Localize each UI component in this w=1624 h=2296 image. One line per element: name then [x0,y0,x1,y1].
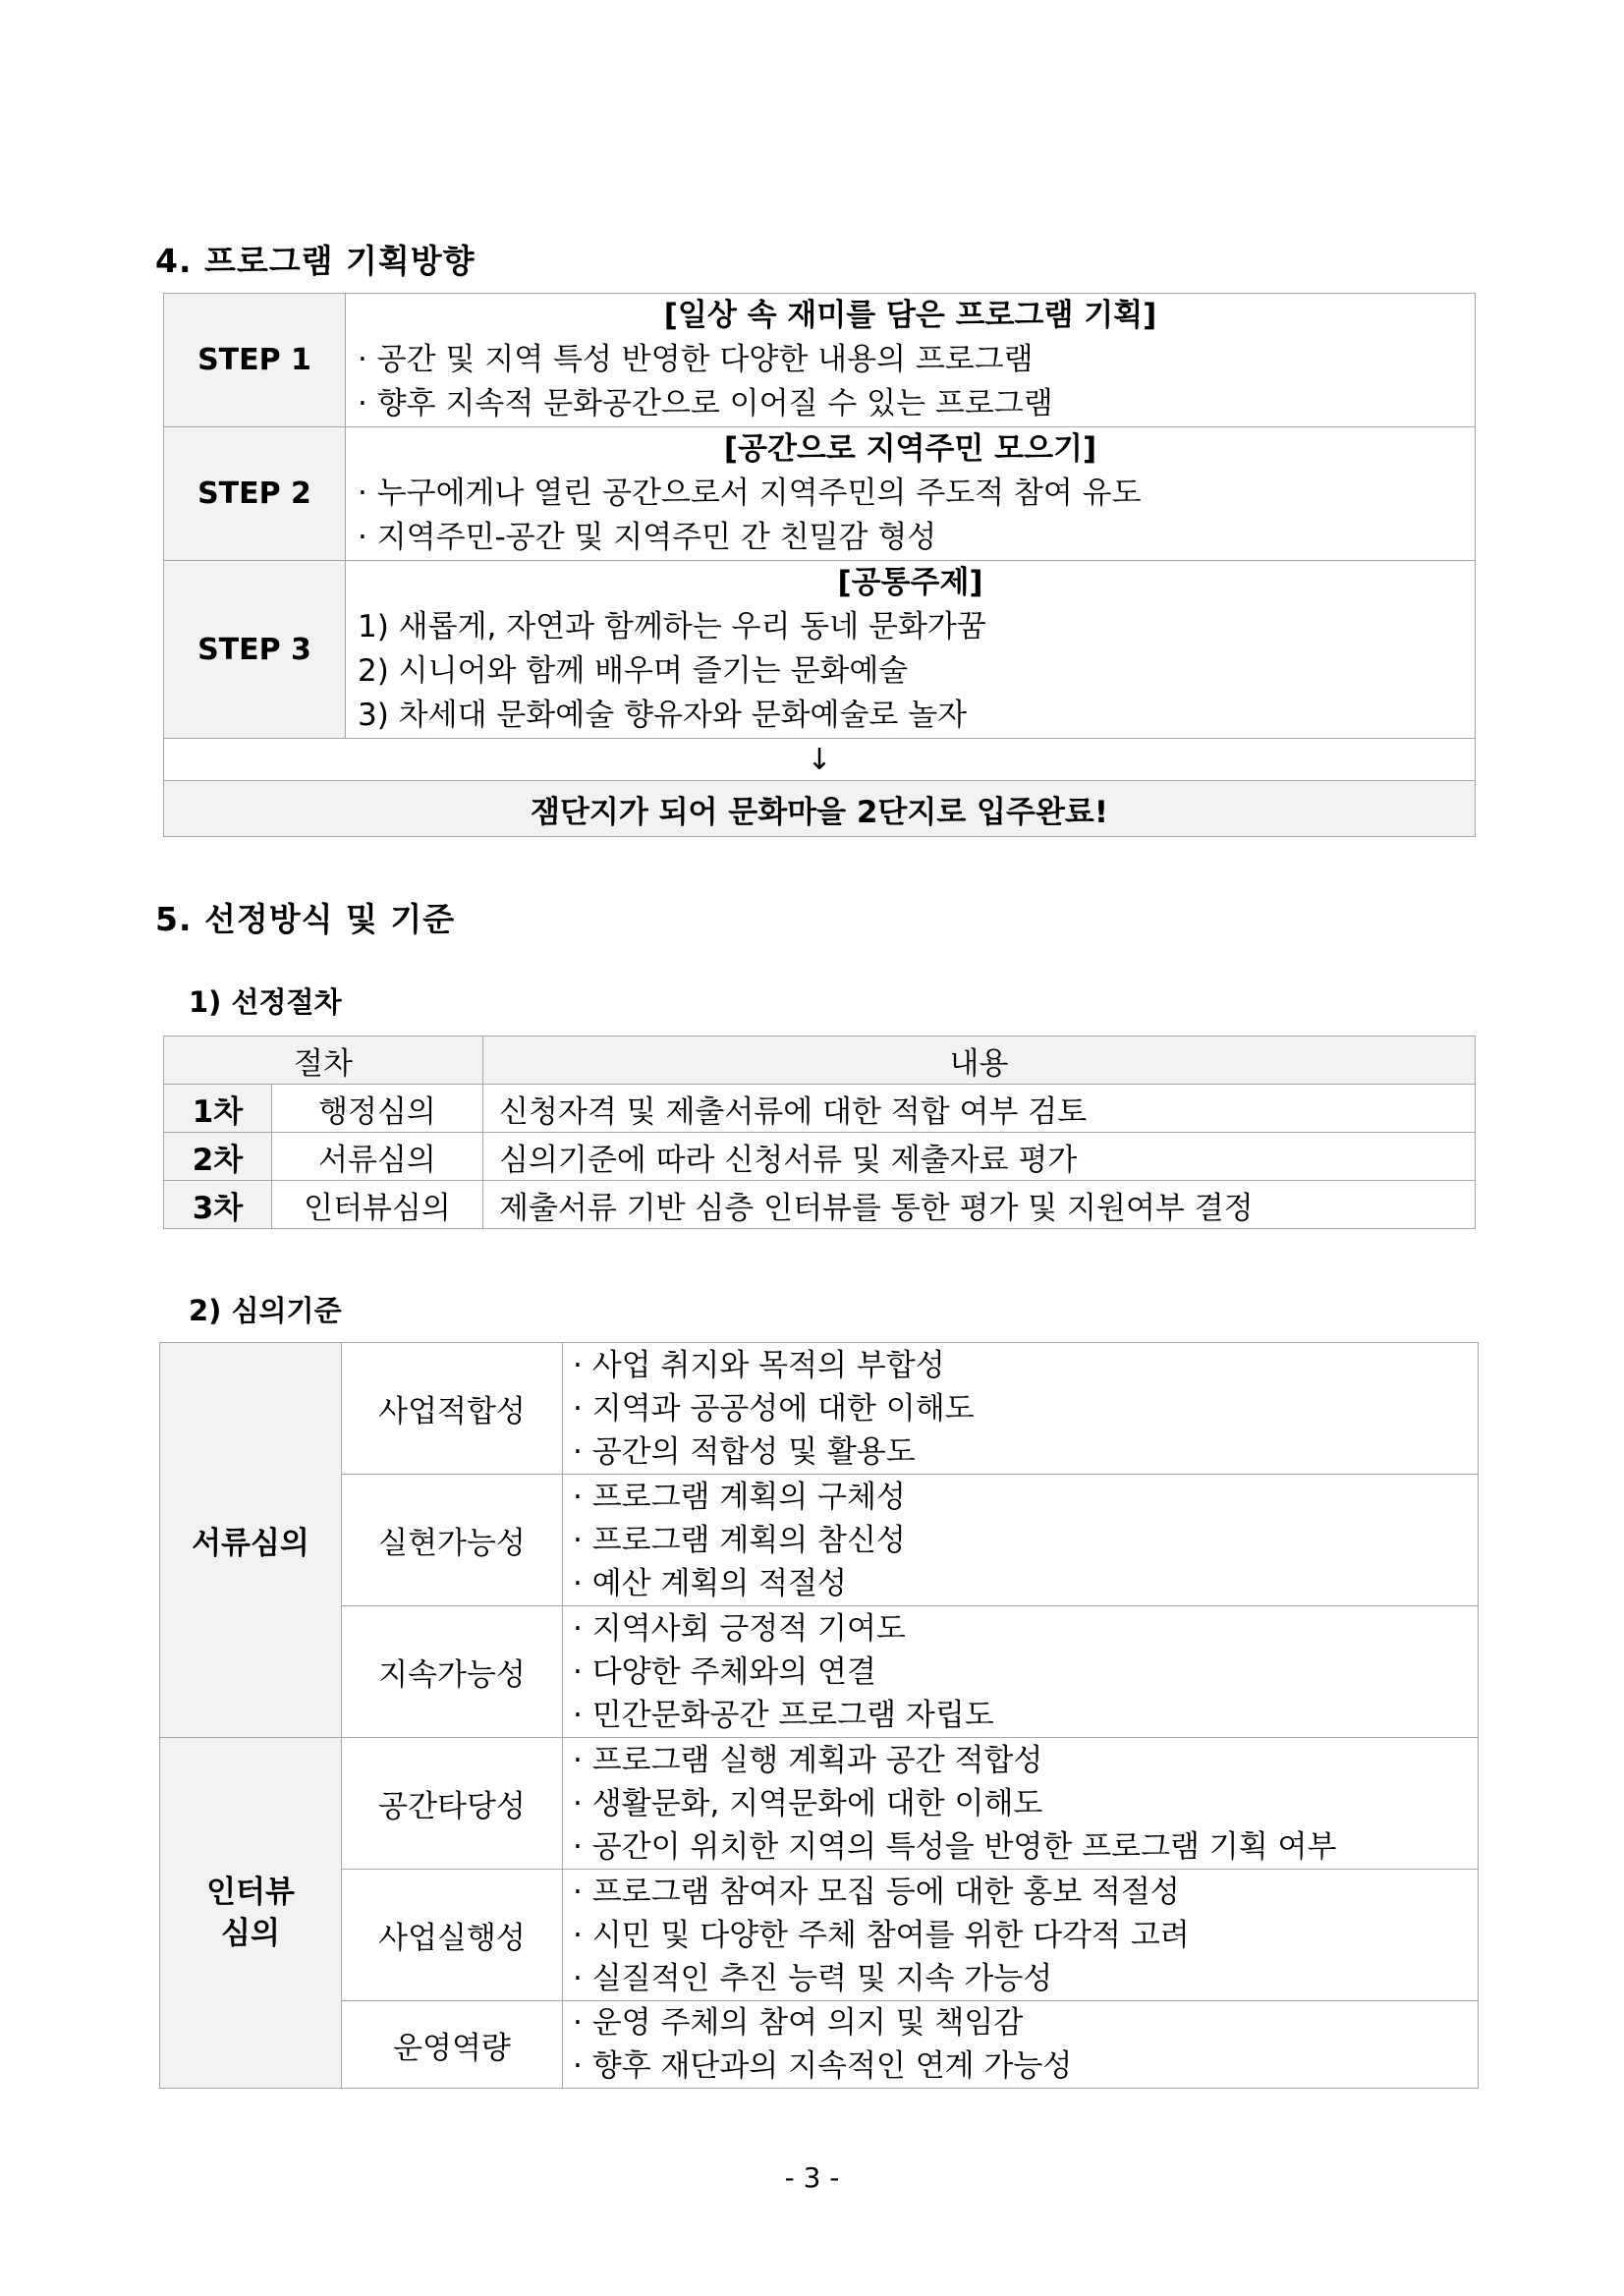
page-number: - 3 - [784,2161,840,2194]
planning-direction-table [163,293,1476,837]
step-title: [일상 속 재미를 담은 프로그램 기획] [663,298,1157,333]
criteria-group-line: 인터뷰 [206,1875,295,1910]
column-header-content: 내용 [483,1036,1476,1085]
criteria-sub: 실현가능성 [342,1475,563,1606]
criteria-item: · 향후 재단과의 지속적인 연계 가능성 [573,2048,1073,2084]
step-title: [공간으로 지역주민 모으기] [723,431,1097,467]
criteria-heading: 2) 심의기준 [189,1294,342,1327]
criteria-group [160,1738,342,2089]
criteria-item: · 지역사회 긍정적 기여도 [573,1610,906,1647]
procedure-heading: 1) 선정절차 [189,985,342,1019]
table-row [164,1133,1476,1181]
step-item: · 공간 및 지역 특성 반영한 다양한 내용의 프로그램 [358,342,1034,377]
table-row [160,1343,1479,1475]
table-header-row [164,1036,1476,1085]
table-row [160,1870,1479,2001]
criteria-sub: 운영역량 [342,2001,563,2089]
procedure-content: 심의기준에 따라 신청서류 및 제출자료 평가 [483,1133,1476,1181]
procedure-name: 행정심의 [272,1085,483,1133]
table-row [160,1738,1479,1870]
table-row [160,2001,1479,2089]
criteria-item: · 다양한 주체와의 연결 [573,1653,876,1690]
criteria-item: · 운영 주체의 참여 의지 및 책임감 [573,2005,1024,2041]
procedure-order: 2차 [164,1133,272,1181]
criteria-item: · 프로그램 참여자 모집 등에 대한 홍보 적절성 [573,1874,1180,1910]
criteria-item: · 예산 계획의 적절성 [573,1565,847,1601]
criteria-item: · 프로그램 실행 계획과 공간 적합성 [573,1742,1043,1778]
criteria-sub: 사업실행성 [342,1870,563,2001]
step-item: · 지역주민-공간 및 지역주민 간 친밀감 형성 [358,520,937,555]
criteria-item: · 시민 및 다양한 주체 참여를 위한 다각적 고려 [573,1917,1190,1953]
result-row [164,781,1476,837]
section5-heading: 5. 선정방식 및 기준 [155,900,456,938]
step-label: STEP 2 [164,427,346,561]
criteria-items [563,1870,1479,2001]
criteria-item: · 실질적인 추진 능력 및 지속 가능성 [573,1960,1053,1996]
section4-heading: 4. 프로그램 기획방향 [155,242,476,280]
step-row [164,561,1476,739]
result-text: 잼단지가 되어 문화마을 2단지로 입주완료! [164,781,1476,837]
step-content [346,294,1476,427]
criteria-sub: 공간타당성 [342,1738,563,1870]
procedure-order: 1차 [164,1085,272,1133]
table-row [160,1606,1479,1738]
down-arrow-icon: ↓ [164,739,1476,781]
criteria-group: 서류심의 [160,1343,342,1738]
step-row [164,427,1476,561]
procedure-name: 서류심의 [272,1133,483,1181]
step-title: [공통주제] [837,565,983,600]
table-row [164,1181,1476,1229]
criteria-items [563,1475,1479,1606]
step-content [346,561,1476,739]
procedure-content: 신청자격 및 제출서류에 대한 적합 여부 검토 [483,1085,1476,1133]
step-item: 3) 차세대 문화예술 향유자와 문화예술로 놀자 [358,698,968,733]
criteria-item: · 프로그램 계획의 참신성 [573,1522,906,1558]
criteria-sub: 지속가능성 [342,1606,563,1738]
criteria-item: · 지역과 공공성에 대한 이해도 [573,1390,975,1427]
step-item: 2) 시니어와 함께 배우며 즐기는 문화예술 [358,653,909,689]
step-row [164,294,1476,427]
criteria-items [563,1738,1479,1870]
step-item: · 누구에게나 열린 공간으로서 지역주민의 주도적 참여 유도 [358,476,1142,511]
selection-procedure-table [163,1036,1476,1229]
step-content [346,427,1476,561]
step-item: · 향후 지속적 문화공간으로 이어질 수 있는 프로그램 [358,386,1053,421]
procedure-content: 제출서류 기반 심층 인터뷰를 통한 평가 및 지원여부 결정 [483,1181,1476,1229]
criteria-items [563,1606,1479,1738]
procedure-name: 인터뷰심의 [272,1181,483,1229]
step-label: STEP 1 [164,294,346,427]
step-item: 1) 새롭게, 자연과 함께하는 우리 동네 문화가꿈 [358,609,986,644]
criteria-group-line: 심의 [221,1916,280,1951]
criteria-item: · 공간이 위치한 지역의 특성을 반영한 프로그램 기획 여부 [573,1828,1337,1865]
criteria-item: · 생활문화, 지역문화에 대한 이해도 [573,1785,1043,1821]
criteria-items [563,2001,1479,2089]
arrow-row [164,739,1476,781]
table-row [164,1085,1476,1133]
table-row [160,1475,1479,1606]
procedure-order: 3차 [164,1181,272,1229]
criteria-item: · 공간의 적합성 및 활용도 [573,1433,916,1470]
step-label: STEP 3 [164,561,346,739]
review-criteria-table [159,1342,1479,2089]
criteria-sub: 사업적합성 [342,1343,563,1475]
criteria-item: · 민간문화공간 프로그램 자립도 [573,1697,994,1733]
criteria-items [563,1343,1479,1475]
column-header-step: 절차 [164,1036,483,1085]
criteria-item: · 사업 취지와 목적의 부합성 [573,1347,945,1383]
criteria-item: · 프로그램 계획의 구체성 [573,1479,906,1515]
